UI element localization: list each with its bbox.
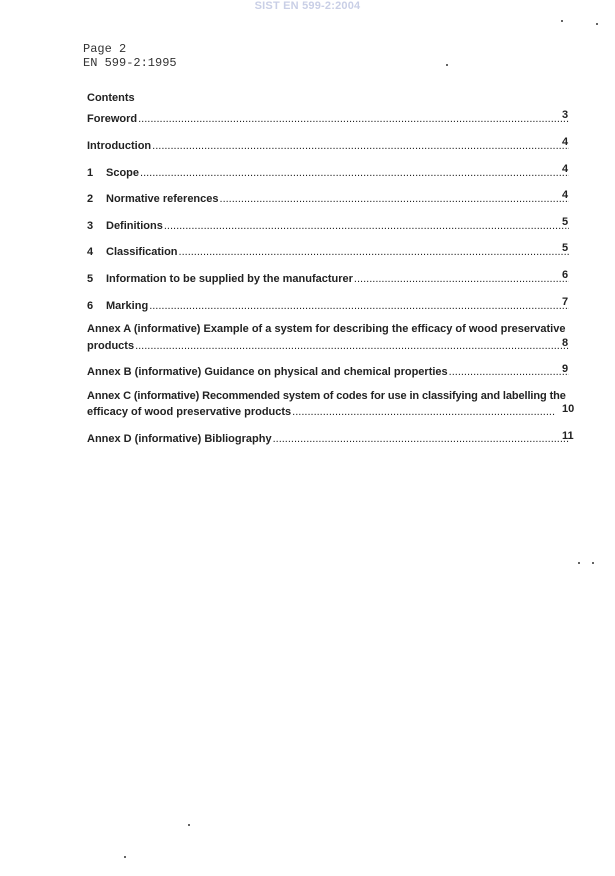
dot-leader bbox=[152, 139, 569, 153]
toc-number: 3 bbox=[87, 220, 94, 232]
toc-label bbox=[87, 299, 148, 313]
toc-entry-annex-b[interactable] bbox=[87, 365, 570, 379]
toc-label-line1: Annex C (informative) Recommended system of codes for use in classifying and labelling the bbox=[87, 390, 566, 402]
toc-page: 4 bbox=[562, 136, 569, 148]
toc-page: 7 bbox=[562, 296, 569, 308]
toc-label bbox=[87, 166, 139, 180]
dot-leader bbox=[354, 272, 569, 286]
toc-page: 9 bbox=[562, 363, 569, 375]
toc-page: 8 bbox=[562, 337, 569, 349]
toc-entry-classification[interactable] bbox=[87, 242, 570, 259]
toc-label: Introduction bbox=[87, 140, 152, 152]
page-number: Page 2 bbox=[83, 42, 127, 56]
toc-page: 5 bbox=[562, 216, 569, 228]
toc-page: 4 bbox=[562, 163, 569, 175]
dot-leader bbox=[292, 405, 556, 419]
scan-speck bbox=[561, 20, 563, 22]
toc-entry-introduction[interactable] bbox=[87, 136, 570, 153]
toc-label bbox=[87, 272, 353, 286]
dot-leader bbox=[220, 192, 569, 206]
toc-entry-foreword[interactable] bbox=[87, 109, 570, 126]
dot-leader bbox=[138, 112, 569, 126]
toc-entry-definitions[interactable] bbox=[87, 216, 570, 233]
toc-label bbox=[87, 245, 178, 259]
dot-leader bbox=[140, 166, 569, 180]
standard-id: EN 599-2:1995 bbox=[83, 56, 177, 70]
toc-entry-annex-c[interactable] bbox=[87, 389, 607, 419]
scan-speck bbox=[592, 562, 594, 564]
toc-page: 6 bbox=[562, 269, 569, 281]
toc-title: Information to be supplied by the manufacturer bbox=[106, 273, 353, 285]
toc-label bbox=[87, 192, 219, 206]
toc-number: 4 bbox=[87, 246, 94, 258]
toc-number: 2 bbox=[87, 193, 94, 205]
contents-title: Contents bbox=[87, 92, 135, 104]
toc-title: Scope bbox=[106, 167, 140, 179]
scan-speck bbox=[188, 824, 190, 826]
toc-number: 1 bbox=[87, 167, 94, 179]
toc-number: 6 bbox=[87, 300, 94, 312]
toc-label: Annex D (informative) Bibliography bbox=[87, 433, 272, 445]
toc-entry-annex-d[interactable] bbox=[87, 430, 574, 446]
toc-title: Definitions bbox=[106, 220, 163, 232]
toc-title: Classification bbox=[106, 246, 178, 258]
toc-label bbox=[87, 219, 163, 233]
toc-entry-normative-references[interactable] bbox=[87, 189, 570, 206]
toc-label-line2: products bbox=[87, 340, 135, 352]
scan-speck bbox=[578, 562, 580, 564]
toc-label: Foreword bbox=[87, 113, 138, 125]
toc-page: 5 bbox=[562, 242, 569, 254]
watermark: SIST EN 599-2:2004 bbox=[254, 0, 361, 12]
scan-speck bbox=[124, 856, 126, 858]
page-header bbox=[83, 42, 177, 70]
dot-leader bbox=[135, 339, 569, 353]
toc-title: Marking bbox=[106, 300, 149, 312]
toc-entry-marking[interactable] bbox=[87, 296, 570, 313]
toc-page: 4 bbox=[562, 189, 569, 201]
dot-leader bbox=[179, 245, 569, 259]
toc-entry-annex-a[interactable] bbox=[87, 322, 607, 353]
toc-page: 3 bbox=[562, 109, 569, 121]
toc-title: Normative references bbox=[106, 193, 219, 205]
dot-leader bbox=[149, 299, 569, 313]
scan-speck bbox=[596, 23, 598, 25]
dot-leader bbox=[449, 365, 569, 379]
toc-number: 5 bbox=[87, 273, 94, 285]
dot-leader bbox=[273, 432, 569, 446]
toc-label-line1: Annex A (informative) Example of a system for describing the efficacy of wood preservative bbox=[87, 323, 566, 335]
toc-label: Annex B (informative) Guidance on physical and chemical properties bbox=[87, 366, 448, 378]
toc-page: 10 bbox=[562, 403, 575, 415]
toc-entry-information[interactable] bbox=[87, 269, 570, 286]
toc-label-line2: efficacy of wood preservative products bbox=[87, 406, 292, 418]
toc-entry-scope[interactable] bbox=[87, 163, 570, 180]
toc-page: 11 bbox=[562, 430, 574, 442]
dot-leader bbox=[164, 219, 569, 233]
scan-speck bbox=[446, 64, 448, 66]
